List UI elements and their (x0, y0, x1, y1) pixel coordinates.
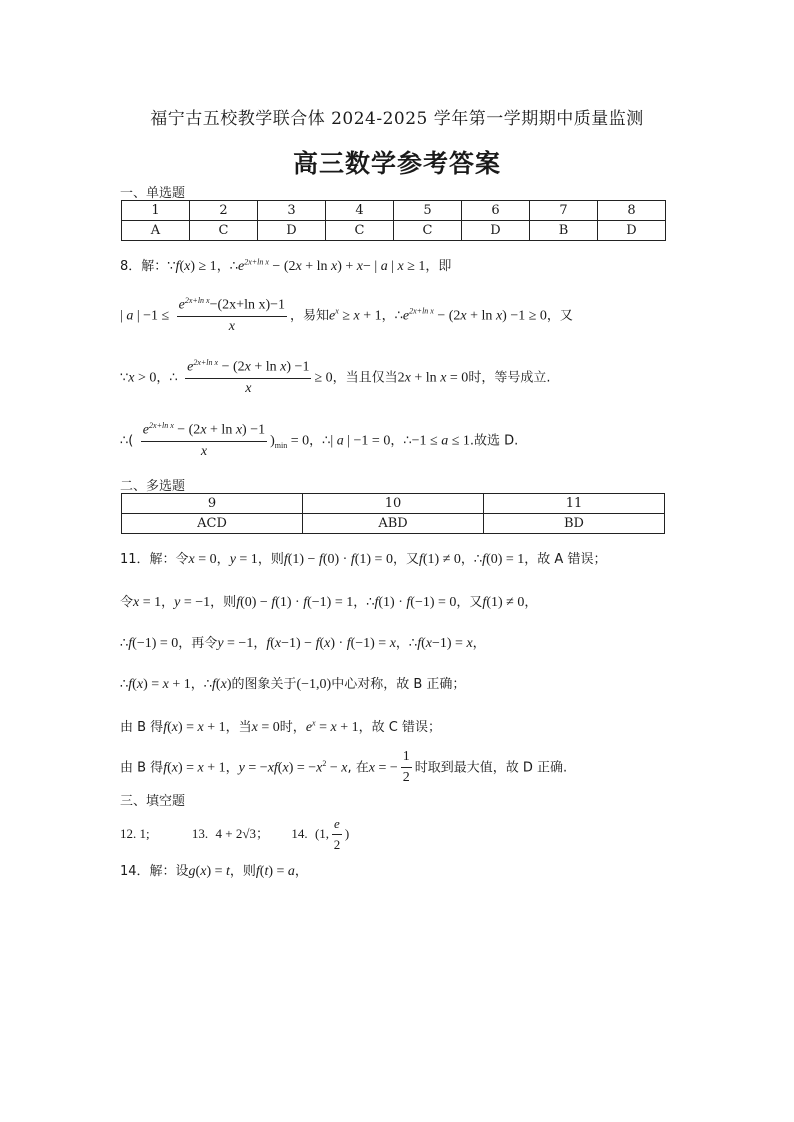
q8-line-4: ∴( $\frac{e^{2x+ln x} - (2x + \ln x) -1}{x}$ )$_{min} = 0$，∴| a | −1 = 0，∴−1 ≤ a ≤ 1.故选 D. (120, 421, 519, 459)
table-cell: C (394, 221, 462, 241)
table-cell: ACD (122, 514, 303, 534)
table-cell: 6 (462, 201, 530, 221)
table-cell: 8 (598, 201, 666, 221)
q8-line-1: 8．解：∵f(x) ≥ 1，$\therefore e^{2x+ln x} - (2x + \ln x) + x-$ | a | x ≥ 1，即 (120, 257, 452, 274)
table-row (122, 494, 665, 514)
table-cell: B (530, 221, 598, 241)
table-cell: 11 (484, 494, 665, 514)
q11-line-6: 由 B 得f(x) = x + 1，$y = -xf(x) = -x^2 - x$, 在x = − $\frac{1}{2}$ 时取到最大值，故 D 正确. (120, 749, 568, 785)
q11-line-5: 由 B 得f(x) = x + 1，当x = 0时，$e^x = x + 1$，故 C 错误； (120, 718, 441, 735)
table-cell: 10 (303, 494, 484, 514)
table-cell: BD (484, 514, 665, 534)
q11-line-3: ∴f(−1) = 0，再令y = −1，f(x−1) − f(x) · f(−1) = x，∴f(x−1) = x， (120, 636, 486, 651)
table-row (122, 201, 666, 221)
exam-title: 福宁古五校教学联合体 2024-2025 学年第一学期期中质量监测 (150, 109, 644, 129)
section-fill-in-label: 三、填空题 (120, 794, 186, 809)
table-cell: 1 (122, 201, 190, 221)
q8-line-2: | a | −1 ≤ $\frac{e^{2x+ln x}-(2x+\ln x)-1}{x}$ ，易知$e^x \ge x + 1$，$\therefore e^{2x+ln x} - (2x + \ln x) -1 \ge 0$，又 (120, 296, 573, 334)
q11-line-1: 11．解：令x = 0，y = 1，则f(1) − f(0) · f(1) = 0，又f(1) ≠ 0，∴f(0) = 1，故 A 错误； (120, 552, 607, 567)
table-cell: 2 (190, 201, 258, 221)
table-cell: C (326, 221, 394, 241)
section-multi-choice-label: 二、多选题 (120, 479, 186, 494)
table-cell: D (462, 221, 530, 241)
table-cell: 7 (530, 201, 598, 221)
table-cell: D (258, 221, 326, 241)
q11-line-2: 令x = 1，y = −1，则f(0) − f(1) · f(−1) = 1，∴f(1) · f(−1) = 0，又f(1) ≠ 0， (120, 595, 538, 610)
q11-line-4: ∴f(x) = x + 1，∴f(x)的图象关于(−1,0)中心对称，故 B 正确； (120, 677, 466, 692)
table-cell: 9 (122, 494, 303, 514)
section-single-choice-label: 一、单选题 (120, 186, 186, 201)
fill-in-answers: 12. 1; 13. 4 + 2√3； 14. (1, $\frac{e}{2}$ ) (120, 816, 350, 852)
table-cell: 3 (258, 201, 326, 221)
table-row (122, 514, 665, 534)
table-cell: A (122, 221, 190, 241)
answer-key-title: 高三数学参考答案 (292, 149, 501, 178)
q14-line-1: 14．解：设g(x) = t，则f(t) = a， (120, 864, 308, 879)
table-cell: ABD (303, 514, 484, 534)
q8-line-3: ∵x > 0，∴ $\frac{e^{2x+ln x} - (2x + \ln x) -1}{x}$ ≥ 0，当且仅当2x + ln x = 0时，等号成立. (120, 358, 551, 396)
multi-choice-table (121, 493, 665, 534)
table-cell: 4 (326, 201, 394, 221)
table-cell: 5 (394, 201, 462, 221)
table-cell: C (190, 221, 258, 241)
table-row (122, 221, 666, 241)
table-cell: D (598, 221, 666, 241)
single-choice-table (121, 200, 666, 241)
